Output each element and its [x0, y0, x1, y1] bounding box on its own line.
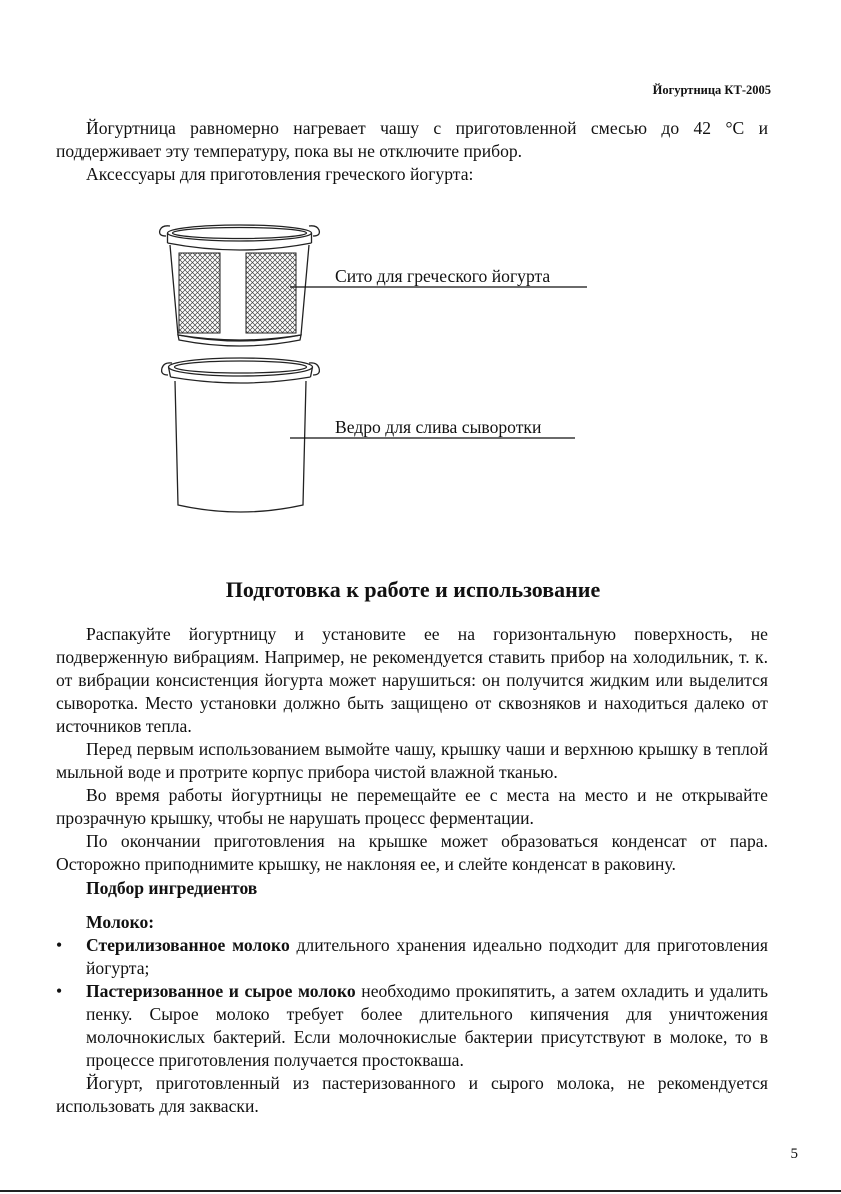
- intro-text: [56, 117, 768, 186]
- list-item-text: необходимо прокипятить, а затем охладить и удалить пенку. Сырое молоко требует более длительного кипячения для уничтожения молочнокислых бактерий. Если молочнокислые бактерии присутствуют в молоке, то в процессе приготовления получается простокваша.: [86, 981, 768, 1070]
- page-number: 5: [790, 1146, 798, 1162]
- running-header: Йогуртница КТ-2005: [652, 83, 771, 97]
- sieve-callout: [290, 266, 587, 287]
- list-item: [56, 980, 768, 1072]
- milk-list: [56, 934, 768, 1072]
- list-item-term: Пастеризованное и сырое молоко: [86, 981, 356, 1001]
- section-title: Подготовка к работе и использование: [225, 577, 601, 602]
- paragraph: Перед первым использованием вымойте чашу, крышку чаши и верхнюю крышку в теплой мыльной воде и протрите корпус прибора чистой влажной тканью.: [56, 739, 768, 782]
- list-item: [56, 934, 768, 980]
- bucket-drawing: [162, 358, 320, 512]
- list-item-term: Стерилизованное молоко: [86, 935, 290, 955]
- bucket-callout: [290, 417, 575, 438]
- paragraph: Во время работы йогуртницы не перемещайте ее с места на место и не открывайте прозрачную крышку, чтобы не нарушать процесс ферментации.: [56, 785, 768, 828]
- paragraph: Распакуйте йогуртницу и установите ее на горизонтальную поверхность, не подверженную вибрациям. Например, не рекомендуется ставить прибор на холодильник, т. к. от вибрации консистенция йогурта может нарушиться: он получится жидким или выделится сыворотка. Место установки должно быть защищено от сквозняков и находиться далеко от источников тепла.: [56, 624, 768, 736]
- accessories-intro: Аксессуары для приготовления греческого йогурта:: [86, 164, 474, 184]
- milk-heading: Молоко:: [86, 912, 155, 932]
- ingredients-section: [56, 877, 768, 1118]
- bucket-label: Ведро для слива сыворотки: [335, 417, 542, 437]
- sieve-drawing: [160, 225, 320, 346]
- bullet-marker: •: [56, 981, 63, 1001]
- closing-paragraph: Йогурт, приготовленный из пастеризованного и сырого молока, не рекомендуется использовать для закваски.: [56, 1073, 768, 1116]
- sieve-label: Сито для греческого йогурта: [335, 266, 551, 286]
- bullet-marker: •: [56, 935, 63, 955]
- bottom-rule: [0, 1190, 841, 1192]
- intro-paragraph: Йогуртница равномерно нагревает чашу с приготовленной смесью до 42 °С и поддерживает эту температуру, пока вы не отключите прибор.: [56, 118, 768, 161]
- accessories-illustration: [150, 215, 600, 545]
- ingredients-heading: Подбор ингредиентов: [86, 878, 258, 898]
- section-body: [56, 623, 768, 876]
- paragraph: По окончании приготовления на крышке может образоваться конденсат от пара. Осторожно приподнимите крышку, не наклоняя ее, и слейте конденсат в раковину.: [56, 831, 768, 874]
- list-item-text: длительного хранения идеально подходит для приготовления йогурта;: [86, 935, 768, 978]
